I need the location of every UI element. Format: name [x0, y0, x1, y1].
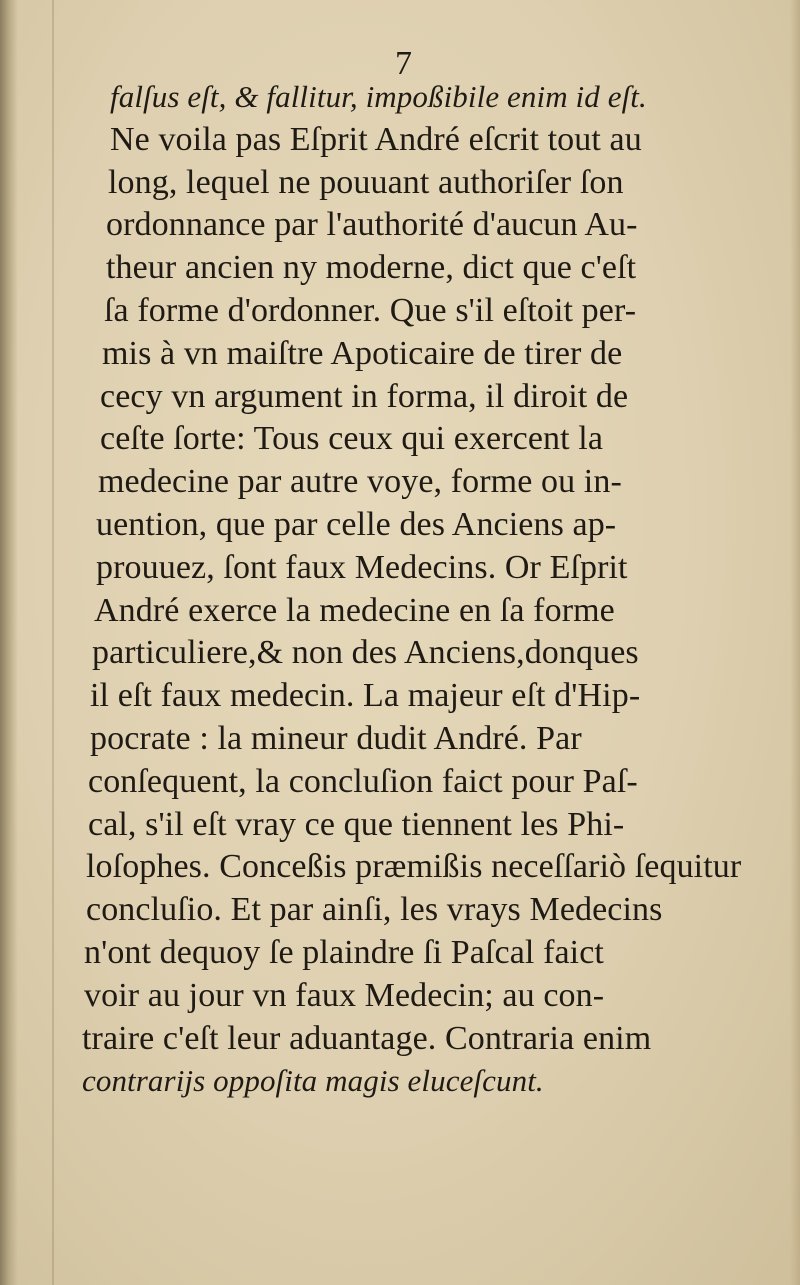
text-line: traire c'eſt leur aduantage. Contraria enim — [82, 1019, 652, 1057]
text-line: contrarijs oppoſita magis eluceſcunt. — [82, 1063, 544, 1099]
text-line: ſa forme d'ordonner. Que s'il eſtoit per- — [104, 291, 637, 329]
text-line: particuliere,& non des Anciens,donques — [92, 634, 639, 672]
page-edge — [790, 0, 800, 1285]
text-line: concluſio. Et par ainſi, les vrays Medecins — [86, 891, 663, 929]
text-line: cal, s'il eſt vray ce que tiennent les Phi- — [88, 805, 625, 843]
text-line: il eſt faux medecin. La majeur eſt d'Hip- — [90, 677, 641, 715]
text-line: medecine par autre voye, forme ou in- — [98, 463, 622, 501]
text-line: prouuez, ſont faux Medecins. Or Eſprit — [96, 548, 628, 586]
text-line: ordonnance par l'authorité d'aucun Au- — [106, 206, 638, 244]
text-line: ceſte ſorte: Tous ceux qui exercent la — [100, 420, 604, 458]
text-line: mis à vn maiſtre Apoticaire de tirer de — [102, 334, 623, 372]
body-text — [82, 76, 742, 1103]
text-line: loſophes. Conceßis præmißis neceſſariò ſequitur — [86, 848, 742, 886]
text-line: André exerce la medecine en ſa forme — [94, 591, 615, 629]
text-line: voir au jour vn faux Medecin; au con- — [84, 976, 605, 1014]
text-line: cecy vn argument in forma, il diroit de — [100, 377, 629, 415]
text-line: conſequent, la concluſion faict pour Paſ- — [88, 762, 638, 800]
text-line: theur ancien ny moderne, dict que c'eſt — [106, 249, 637, 287]
text-line: long, lequel ne pouuant authoriſer ſon — [108, 163, 624, 201]
text-line: pocrate : la mineur dudit André. Par — [90, 719, 582, 757]
page-number: 7 — [395, 45, 412, 82]
gutter-shadow — [0, 0, 18, 1285]
fold-crease — [52, 0, 54, 1285]
text-line: uention, que par celle des Anciens ap- — [96, 505, 617, 543]
text-line: n'ont dequoy ſe plaindre ſi Paſcal faict — [84, 933, 604, 971]
text-line: falſus eſt, & fallitur, impoßibile enim id eſt. — [110, 79, 647, 114]
text-line: Ne voila pas Eſprit André eſcrit tout au — [110, 120, 642, 158]
